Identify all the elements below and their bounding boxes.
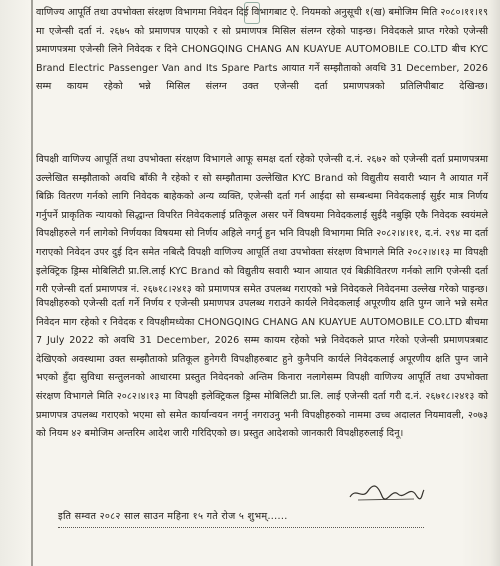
scan-edge-shadow <box>490 0 500 566</box>
paragraph-interim-order: विपक्षीहरुको एजेन्सी दर्ता गर्ने निर्णय र एजेन्सी प्रमाणपत्र उपलब्ध गराउने कार्यले निवेदकलाई अपूरणीय क्षति पुग्न जाने भन्ने समेत निवेदन माग रहेको र निवेदक र विपक्षीमध्येका CHONGQING CHANG AN KUAYUE AUTOMOBILE CO.LTD बीचमा 7 July 2022 को अवधि 31 December, 2026 सम्म कायम रहेको भन्ने निवेदकले प्राप्त गरेको एजेन्सी प्रमाणपत्रबाट देखिएको अवस्थामा उक्त सम्झौताको प्रतिकूल हुनेगरी विपक्षीहरुबाट हुने कुनैपनि कार्यले निवेदकलाई अपूरणीय क्षति पुग्न जाने भएको हुँदा सुविधा सन्तुलनको आधारमा प्रस्तुत निवेदनको अन्तिम किनारा नलागेसम्म विपक्षी वाणिज्य आपूर्ति तथा उपभोक्ता संरक्षण विभागले मिति २०८२।४।१३ मा विपक्षी इलेक्ट्रिकल ड्रिम्स मोबिलिटी प्रा.लि. लाई एजेन्सी दर्ता गरी द.नं. २६७१८।२४१३ को प्रमाणपत्र उपलब्ध गराएको भएमा सो समेत कार्यान्वयन नगर्नु नगराउनु भनी विपक्षीहरुको नाममा उच्च अदालत नियमावली, २०७३ को नियम ४२ बमोजिम अन्तरिम आदेश जारी गरिदिएको छ। प्रस्तुत आदेशको जानकारी विपक्षीहरुलाई दिनू। <box>36 298 488 440</box>
judge-signature <box>348 482 426 504</box>
paragraph-respondent-decision: विपक्षी वाणिज्य आपूर्ति तथा उपभोक्ता संरक्षण विभागले आफू समक्ष दर्ता रहेको एजेन्सी द.नं. २६७२ को एजेन्सी दर्ता प्रमाणपत्रमा उल्लेखित सम्झौताको अवधि बाँकी नै रहेको र सो सम्झौतामा उल्लेखित KYC Brand को विद्युतीय सवारी भ्यान नै आयात गर्ने बिक्रि वितरण गर्नको लागि निवेदक बाहेकको अन्य व्यक्ति, एजेन्सी दर्ता गर्न आईदा सो सम्बन्धमा निवेदकलाई सुईर मात्र निर्णय गर्नुपर्ने प्राकृतिक न्यायको सिद्धान्त विपरित निवेदकलाई प्रतिकूल असर पर्ने विषयमा निवेदकलाई सुईदै नबुझि एकै निवेदक स्वयंमले विपक्षीहरुले गर्न लागेको निर्णयका विषयमा सो निर्णय अहिले नगर्नु हुन भनि विपक्षी विभागमा मिति २०८२।४।११, द.नं. २९४ मा दर्ता गराएको निवेदन उपर दुई दिन समेत नबित्दै विपक्षी वाणिज्य आपूर्ति तथा उपभोक्ता संरक्षण विभागले मिति २०८२।४।१३ मा विपक्षी इलेक्ट्रिक ड्रिम्स मोबिलिटी प्रा.लि.लाई KYC Brand को विद्युतीय सवारी भ्यान आयात एवं बिक्रीवितरण गर्नको लागि एजेन्सी दर्ता गरी एजेन्सी दर्ता प्रमाणपत्र नं. २६७१८।२४१३ को प्रमाणपत्र समेत उपलब्ध गराएको भन्ने निवेदकले निवेदनमा उल्लेख गरेको पाइन्छ। <box>36 154 488 296</box>
paragraph-agency-certificate: वाणिज्य आपूर्ति तथा उपभोक्ता संरक्षण विभागमा निवेदन दिई विभागबाट ऐ. नियमको अनुसूची १(ख) बमोजिम मिति २०८०।११।१९ मा एजेन्सी दर्ता नं. २६७५ को प्रमाणपत्र पाएको र सो प्रमाणपत्र मिसिल संलग्न रहेको पाइन्छ। निवेदकले प्राप्त गरेको एजेन्सी प्रमाणपत्रमा एजेन्सी लिने निवेदक र दिने CHONGQING CHANG AN KUAYUE AUTOMOBILE CO.LTD बीच KYC Brand Electric Passenger Van and Its Spare Parts आयात गर्ने सम्झौताको अवधि 31 December, 2026 सम्म कायम रहेको भन्ने मिसिल संलग्न उक्त एजेन्सी दर्ता प्रमाणपत्रको प्रतिलिपीबाट देखिन्छ। <box>36 7 489 93</box>
footer-date-line: इति सम्वत २०८२ साल साउन महिना १५ गते रोज ५ शुभम्...... <box>58 511 288 522</box>
left-margin-line <box>31 0 33 566</box>
footer-rule <box>58 527 424 528</box>
